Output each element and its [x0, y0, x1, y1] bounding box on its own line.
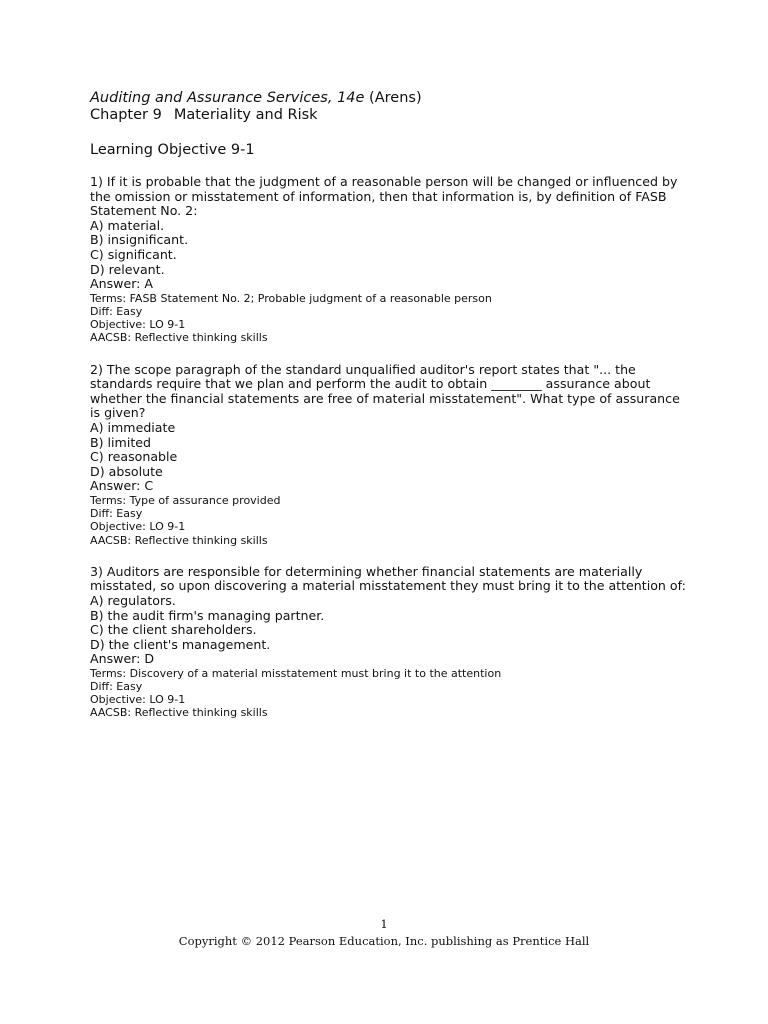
book-title: [90, 90, 690, 107]
learning-objective-heading: Learning Objective 9-1: [90, 142, 255, 158]
page-number: 1: [380, 917, 388, 931]
correct-answer: Answer: D: [90, 651, 155, 667]
chapter-number: Chapter 9: [90, 107, 162, 123]
answer-choice: B) limited: [90, 434, 152, 450]
chapter-title: Materiality and Risk: [173, 107, 318, 123]
question-stem: 1) If it is probable that the judgment of a reasonable person will be changed or influenced by the omission or misstatement of information, then that information is, by definition of FASB Statement No. 2:: [90, 174, 678, 219]
answer-choice: C) reasonable: [90, 449, 178, 465]
answer-choice: D) absolute: [90, 463, 163, 479]
answer-choice: A) immediate: [90, 419, 176, 435]
copyright-notice: Copyright © 2012 Pearson Education, Inc. publishing as Prentice Hall: [178, 934, 590, 948]
question-difficulty: Diff: Easy: [90, 507, 143, 521]
answer-choice: B) insignificant.: [90, 232, 189, 248]
question-objective: Objective: LO 9-1: [90, 318, 186, 332]
answer-choice: B) the audit firm's managing partner.: [90, 607, 325, 623]
question-objective: Objective: LO 9-1: [90, 693, 186, 707]
question-terms: Terms: Discovery of a material misstatement must bring it to the attention: [90, 666, 502, 680]
question-aacsb: AACSB: Reflective thinking skills: [90, 331, 268, 345]
correct-answer: Answer: A: [90, 276, 154, 292]
question-stem: 2) The scope paragraph of the standard unqualified auditor's report states that "... the standards require that we plan and perform the audit to obtain ________ assurance about whether the financial statements are free of material misstatement". What type of assurance is given?: [90, 361, 680, 421]
book-title-author: (Arens): [364, 90, 422, 106]
question-block: [90, 565, 690, 720]
book-title-italic: Auditing and Assurance Services, 14e: [90, 90, 365, 106]
correct-answer: Answer: C: [90, 478, 154, 494]
answer-choice: C) the client shareholders.: [90, 622, 257, 638]
chapter-heading: [90, 107, 690, 124]
question-objective: Objective: LO 9-1: [90, 520, 186, 534]
question-block: [90, 175, 690, 345]
question-difficulty: Diff: Easy: [90, 304, 143, 318]
answer-choice: A) regulators.: [90, 592, 176, 608]
question-difficulty: Diff: Easy: [90, 680, 143, 694]
answer-choice: D) the client's management.: [90, 636, 271, 652]
question-aacsb: AACSB: Reflective thinking skills: [90, 533, 268, 547]
question-stem: 3) Auditors are responsible for determining whether financial statements are materially misstated, so upon discovering a material misstatement they must bring it to the attention of:: [90, 563, 686, 594]
question-block: [90, 363, 690, 547]
answer-choice: C) significant.: [90, 246, 177, 262]
document-page: [90, 90, 690, 720]
question-terms: Terms: FASB Statement No. 2; Probable judgment of a reasonable person: [90, 291, 492, 305]
answer-choice: D) relevant.: [90, 261, 165, 277]
answer-choice: A) material.: [90, 217, 165, 233]
question-aacsb: AACSB: Reflective thinking skills: [90, 706, 268, 720]
question-terms: Terms: Type of assurance provided: [90, 493, 281, 507]
